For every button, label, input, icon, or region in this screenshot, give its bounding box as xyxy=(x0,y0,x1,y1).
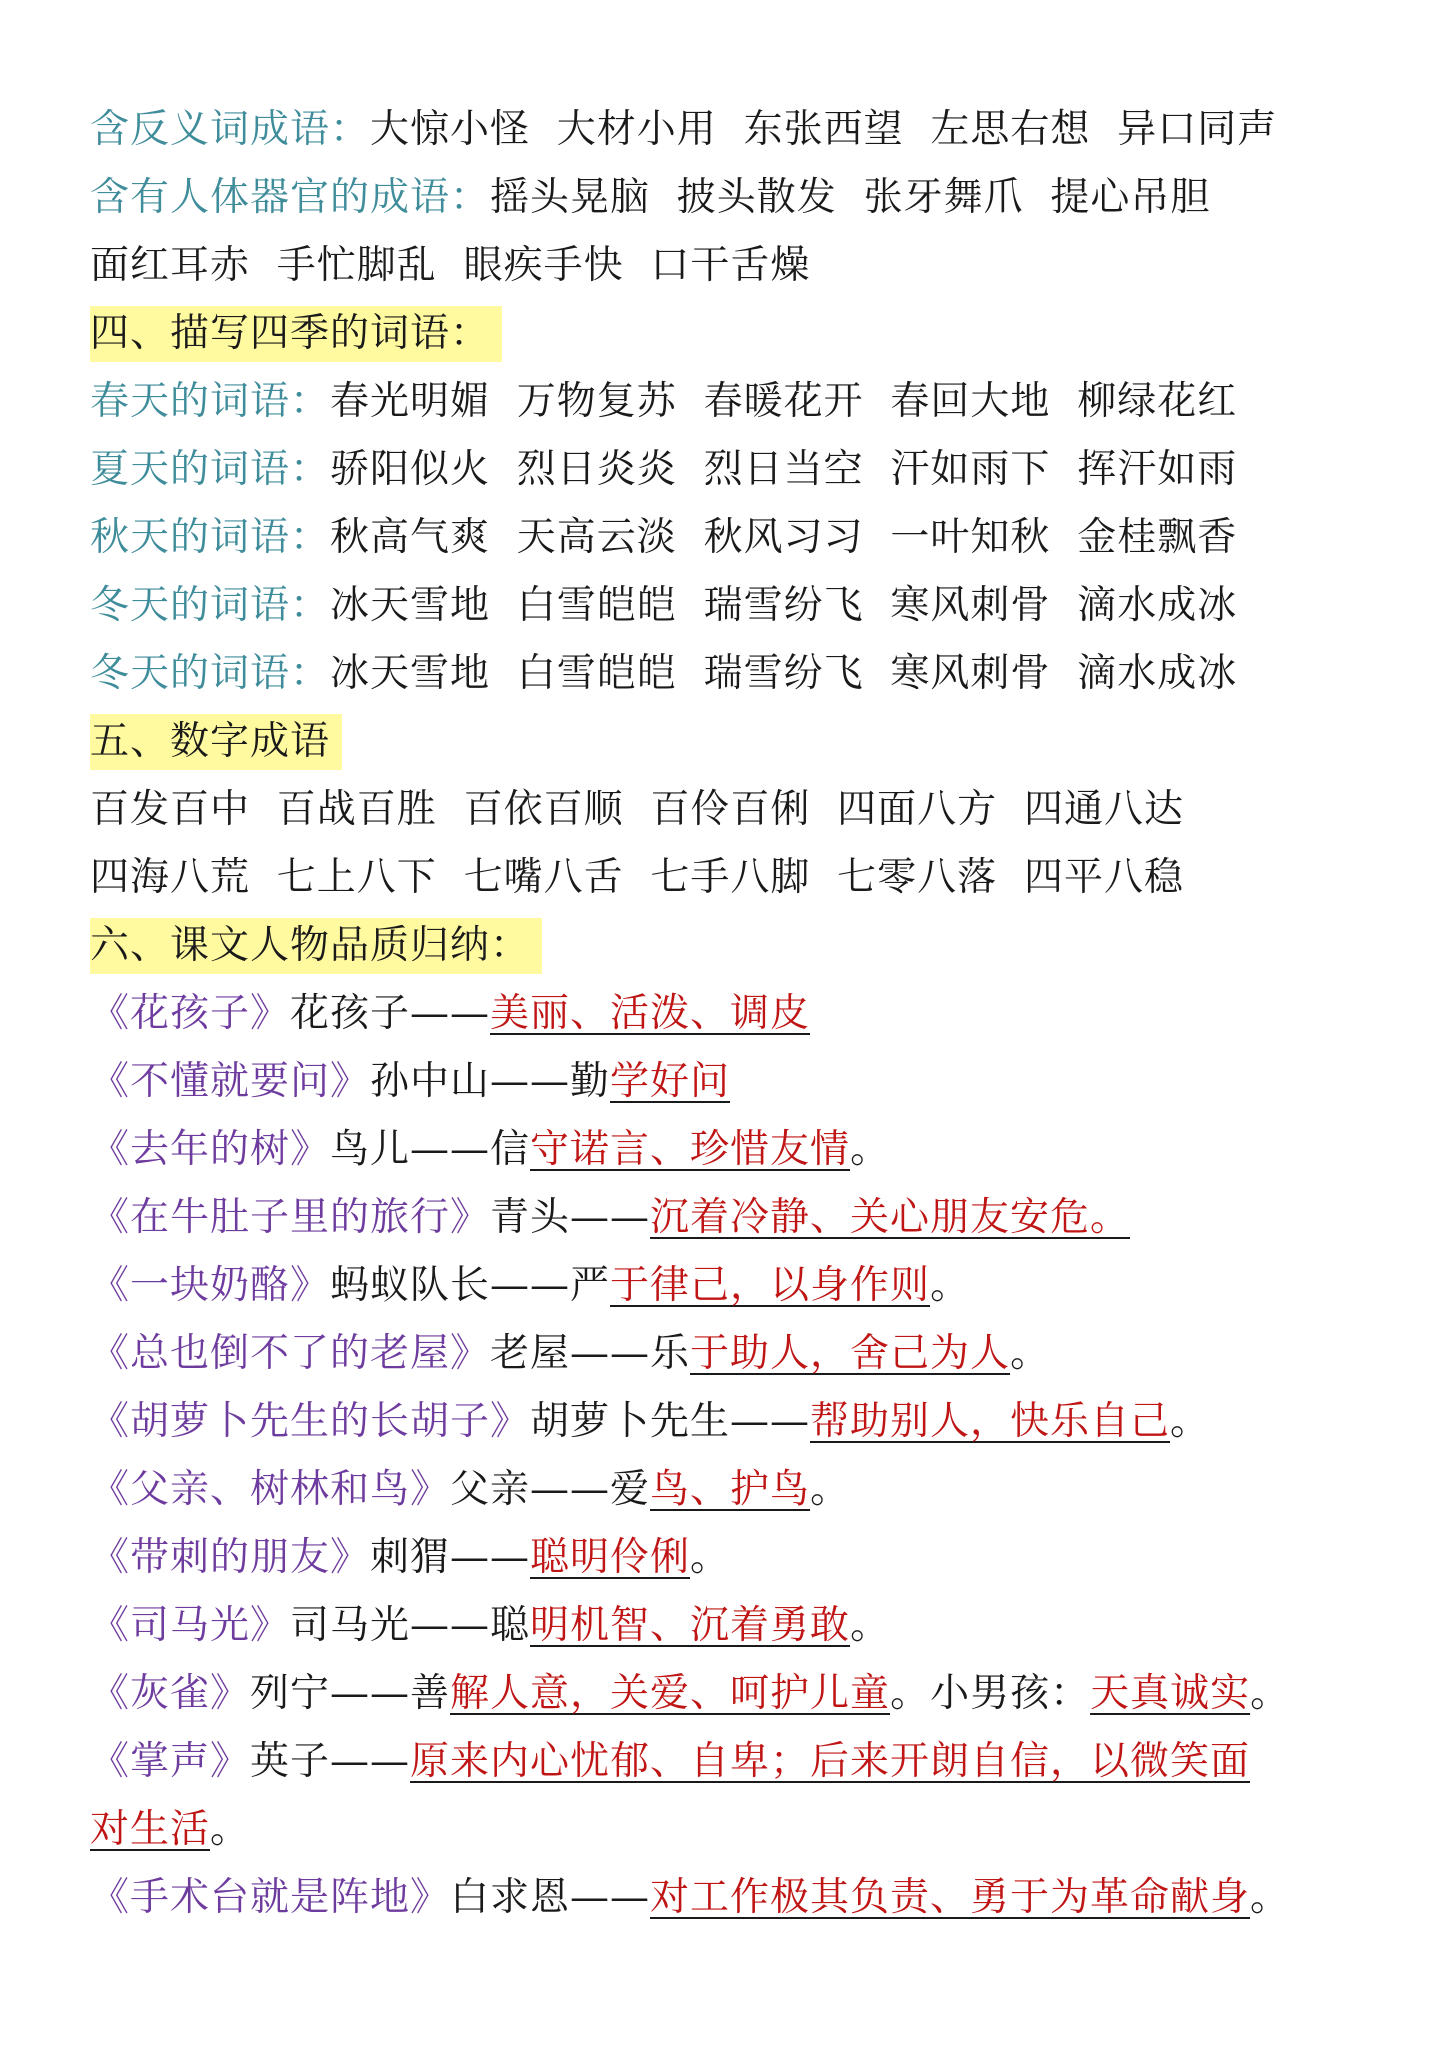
category-label: 含有人体器官的成语： xyxy=(90,175,491,220)
character-row xyxy=(90,1252,1390,1320)
quality-tail: 。 xyxy=(930,1263,971,1308)
quality-tail: 。 xyxy=(1010,1331,1051,1376)
character-row xyxy=(90,1456,1390,1524)
quality-lead: 善 xyxy=(410,1671,451,1716)
quality-lead: 勤 xyxy=(570,1059,611,1104)
lesson-title: 《胡萝卜先生的长胡子》 xyxy=(90,1399,531,1444)
section6-heading-row xyxy=(90,912,1390,980)
character-name: 孙中山—— xyxy=(370,1059,571,1104)
character-row xyxy=(90,1048,1390,1116)
quality-tail: 。 xyxy=(690,1535,731,1580)
quality-text: 鸟、护鸟 xyxy=(650,1467,811,1512)
lesson-title: 《不懂就要问》 xyxy=(90,1059,371,1104)
idiom-list: 四海八荒 七上八下 七嘴八舌 七手八脚 七零八落 四平八稳 xyxy=(90,855,1184,900)
character-row-zhangsheng xyxy=(90,1728,1390,1796)
season-row-winter xyxy=(90,572,1390,640)
quality-lead: 严 xyxy=(570,1263,611,1308)
quality-tail: 。 xyxy=(1170,1399,1211,1444)
quality-tail: 。 xyxy=(850,1127,891,1172)
section-heading: 六、课文人物品质归纳： xyxy=(90,918,542,974)
quality-text: 聪明伶俐 xyxy=(530,1535,691,1580)
quality-text: 学好问 xyxy=(610,1059,731,1104)
character-name: 青头—— xyxy=(490,1195,651,1240)
quality-text: 帮助别人，快乐自己 xyxy=(810,1399,1171,1444)
quality-lead: 信 xyxy=(490,1127,531,1172)
lesson-title: 《一块奶酪》 xyxy=(90,1263,331,1308)
season-words: 冰天雪地 白雪皑皑 瑞雪纷飞 寒风刺骨 滴水成冰 xyxy=(330,583,1238,628)
character-name: 胡萝卜先生—— xyxy=(530,1399,811,1444)
quality-tail: 。 xyxy=(1250,1671,1291,1716)
lesson-title: 《司马光》 xyxy=(90,1603,291,1648)
character-name: 刺猬—— xyxy=(370,1535,531,1580)
character-name: 英子—— xyxy=(250,1739,411,1784)
quality-text: 于助人，舍己为人 xyxy=(690,1331,1011,1376)
quality-text: 原来内心忧郁、自卑；后来开朗自信，以微笑面 xyxy=(410,1739,1251,1784)
character-name: 蚂蚁队长—— xyxy=(330,1263,571,1308)
season-row-winter-repeat xyxy=(90,640,1390,708)
character-row-zhangsheng-continued xyxy=(90,1796,1390,1864)
lesson-title: 《灰雀》 xyxy=(90,1671,251,1716)
lesson-title: 《花孩子》 xyxy=(90,991,291,1036)
season-row-autumn xyxy=(90,504,1390,572)
quality-lead: 爱 xyxy=(610,1467,651,1512)
character-name: 列宁—— xyxy=(250,1671,411,1716)
season-words: 秋高气爽 天高云淡 秋风习习 一叶知秋 金桂飘香 xyxy=(330,515,1238,560)
character-name: 鸟儿—— xyxy=(330,1127,491,1172)
quality-lead: 乐 xyxy=(650,1331,691,1376)
idiom-list: 百发百中 百战百胜 百依百顺 百伶百俐 四面八方 四通八达 xyxy=(90,787,1184,832)
section4-heading-row xyxy=(90,300,1390,368)
section-heading: 五、数字成语 xyxy=(90,714,342,770)
lesson-title: 《总也倒不了的老屋》 xyxy=(90,1331,491,1376)
character-row xyxy=(90,1320,1390,1388)
character-row-shoushu xyxy=(90,1864,1390,1932)
quality-text: 对生活 xyxy=(90,1807,211,1852)
number-idioms-line xyxy=(90,844,1390,912)
antonym-idioms-row xyxy=(90,96,1390,164)
character-row xyxy=(90,1592,1390,1660)
lesson-title: 《手术台就是阵地》 xyxy=(90,1875,451,1920)
character-name: 父亲—— xyxy=(450,1467,611,1512)
character-row xyxy=(90,1388,1390,1456)
season-row-summer xyxy=(90,436,1390,504)
quality-tail: 。 xyxy=(810,1467,851,1512)
number-idioms-line xyxy=(90,776,1390,844)
section-heading: 四、描写四季的词语： xyxy=(90,306,502,362)
character-row xyxy=(90,1184,1390,1252)
lesson-title: 《带刺的朋友》 xyxy=(90,1535,371,1580)
quality-tail: 。 xyxy=(210,1807,251,1852)
quality-text-boy: 天真诚实 xyxy=(1090,1671,1251,1716)
season-label: 冬天的词语： xyxy=(90,583,331,628)
idiom-list: 大惊小怪 大材小用 东张西望 左思右想 异口同声 xyxy=(370,107,1278,152)
character-row xyxy=(90,1524,1390,1592)
character-name: 白求恩—— xyxy=(450,1875,651,1920)
document-page xyxy=(90,96,1390,1932)
quality-tail: 。 xyxy=(850,1603,891,1648)
quality-text: 沉着冷静、关心朋友安危。 xyxy=(650,1195,1131,1240)
character-row xyxy=(90,980,1390,1048)
quality-lead: 聪 xyxy=(490,1603,531,1648)
idiom-list: 面红耳赤 手忙脚乱 眼疾手快 口干舌燥 xyxy=(90,243,811,288)
season-label: 春天的词语： xyxy=(90,379,331,424)
season-words: 春光明媚 万物复苏 春暖花开 春回大地 柳绿花红 xyxy=(330,379,1238,424)
season-label: 秋天的词语： xyxy=(90,515,331,560)
quality-text: 明机智、沉着勇敢 xyxy=(530,1603,851,1648)
quality-text: 对工作极其负责、勇于为革命献身 xyxy=(650,1875,1251,1920)
character-row xyxy=(90,1116,1390,1184)
idiom-list: 摇头晃脑 披头散发 张牙舞爪 提心吊胆 xyxy=(490,175,1211,220)
category-label: 含反义词成语： xyxy=(90,107,371,152)
quality-text: 解人意，关爱、呵护儿童 xyxy=(450,1671,891,1716)
organ-idioms-continued xyxy=(90,232,1390,300)
organ-idioms-row xyxy=(90,164,1390,232)
lesson-title: 《在牛肚子里的旅行》 xyxy=(90,1195,491,1240)
character-row-huique xyxy=(90,1660,1390,1728)
quality-text: 美丽、活泼、调皮 xyxy=(490,991,811,1036)
section5-heading-row xyxy=(90,708,1390,776)
season-label: 冬天的词语： xyxy=(90,651,331,696)
lesson-title: 《去年的树》 xyxy=(90,1127,331,1172)
lesson-title: 《掌声》 xyxy=(90,1739,251,1784)
character-name: 司马光—— xyxy=(290,1603,491,1648)
season-words: 骄阳似火 烈日炎炎 烈日当空 汗如雨下 挥汗如雨 xyxy=(330,447,1238,492)
season-row-spring xyxy=(90,368,1390,436)
quality-tail: 。 xyxy=(1250,1875,1291,1920)
lesson-title: 《父亲、树林和鸟》 xyxy=(90,1467,451,1512)
quality-text: 守诺言、珍惜友情 xyxy=(530,1127,851,1172)
character-name: 老屋—— xyxy=(490,1331,651,1376)
season-label: 夏天的词语： xyxy=(90,447,331,492)
quality-mid: 。小男孩： xyxy=(890,1671,1091,1716)
season-words: 冰天雪地 白雪皑皑 瑞雪纷飞 寒风刺骨 滴水成冰 xyxy=(330,651,1238,696)
character-name: 花孩子—— xyxy=(290,991,491,1036)
quality-text: 于律己，以身作则 xyxy=(610,1263,931,1308)
